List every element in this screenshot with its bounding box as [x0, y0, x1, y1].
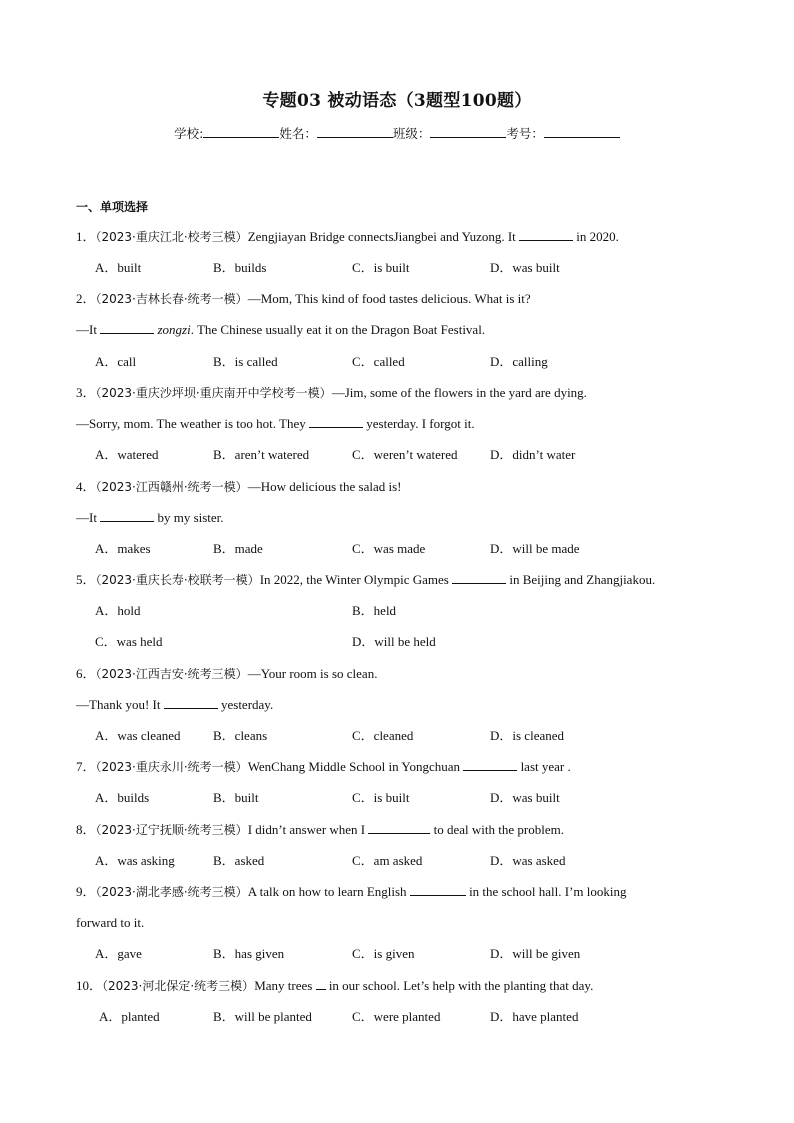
question-text: I didn’t answer when I [247, 822, 366, 837]
question-number: 4． [76, 479, 96, 494]
option-a[interactable]: A．watered [95, 447, 159, 462]
question-source: （2023·河北保定·统考三模） [102, 979, 255, 993]
question-2-options [0, 354, 794, 370]
answer-blank [164, 697, 218, 709]
option-b[interactable]: B．made [213, 541, 263, 556]
option-a[interactable]: A．builds [95, 790, 150, 805]
option-d[interactable]: D．will be held [352, 634, 436, 649]
question-number: 5． [76, 572, 96, 587]
question-text: In 2022, the Winter Olympic Games [259, 572, 449, 587]
question-8-stem [76, 822, 726, 838]
question-source: （2023·重庆沙坪坝·重庆南开中学校考一模） [95, 386, 332, 400]
question-2-line2 [76, 322, 726, 338]
question-text: —It [76, 510, 97, 525]
question-5-options-row2 [0, 634, 794, 650]
question-text: yesterday. I forgot it. [366, 416, 475, 431]
question-text: yesterday. [220, 697, 274, 712]
option-b[interactable]: B．held [352, 603, 397, 618]
option-d[interactable]: D．was asked [490, 853, 566, 868]
option-c[interactable]: C．am asked [352, 853, 423, 868]
question-text: —Your room is so clean. [247, 666, 378, 681]
italic-word: zongzi [157, 322, 191, 337]
option-c[interactable]: C．is given [352, 946, 415, 961]
question-source: （2023·江西赣州·统考一模） [95, 480, 248, 494]
answer-blank [463, 759, 517, 771]
question-6-options [0, 728, 794, 744]
option-d[interactable]: D．will be given [490, 946, 581, 961]
question-6-line2 [76, 697, 726, 713]
option-d[interactable]: D．was built [490, 790, 560, 805]
option-b[interactable]: B．cleans [213, 728, 268, 743]
question-3-stem [76, 385, 726, 401]
question-1-stem [76, 229, 726, 245]
option-a[interactable]: A．hold [95, 603, 141, 618]
question-9-line2: forward to it. [76, 915, 145, 930]
question-text: last year . [520, 759, 571, 774]
option-a[interactable]: A．was asking [95, 853, 175, 868]
option-a[interactable]: A．built [95, 260, 142, 275]
question-text: —Thank you! It [76, 697, 161, 712]
school-label: 学校: [174, 126, 204, 141]
answer-blank [410, 884, 466, 896]
question-4-stem [76, 479, 726, 495]
question-1-options [0, 260, 794, 276]
question-text: —Jim, some of the flowers in the yard are dying. [331, 385, 587, 400]
option-b[interactable]: B．has given [213, 946, 285, 961]
question-text: WenChang Middle School in Yongchuan [247, 759, 461, 774]
question-4-line2 [76, 510, 726, 526]
question-number: 1． [76, 229, 96, 244]
school-blank[interactable] [203, 125, 279, 138]
option-d[interactable]: D．is cleaned [490, 728, 565, 743]
question-source: （2023·吉林长春·统考一模） [95, 292, 248, 306]
question-8-options [0, 853, 794, 869]
class-label: 班级： [392, 126, 431, 141]
option-a[interactable]: A．gave [95, 946, 142, 961]
option-a[interactable]: A．was cleaned [95, 728, 181, 743]
question-source: （2023·重庆永川·统考一模） [95, 760, 248, 774]
question-source: （2023·江西吉安·统考三模） [95, 667, 248, 681]
question-text: by my sister. [157, 510, 224, 525]
answer-blank [316, 978, 326, 990]
question-3-options [0, 447, 794, 463]
section-title: 一、单项选择 [76, 200, 149, 214]
option-b[interactable]: B．aren’t watered [213, 447, 310, 462]
question-6-stem [76, 666, 726, 682]
question-text: . The Chinese usually eat it on the Dragon Boat Festival. [190, 322, 486, 337]
question-3-line2 [76, 416, 726, 432]
option-b[interactable]: B．asked [213, 853, 265, 868]
question-number: 3． [76, 385, 96, 400]
option-d[interactable]: D．have planted [490, 1009, 579, 1024]
option-a[interactable]: A．call [95, 354, 137, 369]
question-5-options-row1 [0, 603, 794, 619]
question-number: 6． [76, 666, 96, 681]
answer-blank [100, 510, 154, 522]
question-text: —Mom, This kind of food tastes delicious. What is it? [247, 291, 531, 306]
question-number: 2． [76, 291, 96, 306]
answer-blank [309, 416, 363, 428]
question-source: （2023·重庆江北·校考三模） [95, 230, 248, 244]
option-a[interactable]: A．planted [99, 1009, 160, 1024]
option-c[interactable]: C．was made [352, 541, 426, 556]
question-source: （2023·重庆长寿·校联考一模） [95, 573, 260, 587]
question-text: Zengjiayan Bridge connectsJiangbei and Yuzong. It [247, 229, 516, 244]
answer-blank [368, 822, 430, 834]
question-2-stem [76, 291, 726, 307]
option-c[interactable]: C．is built [352, 790, 410, 805]
option-b[interactable]: B．will be planted [213, 1009, 312, 1024]
question-text: in the school hall. I’m looking [469, 884, 627, 899]
class-blank[interactable] [430, 125, 506, 138]
question-number: 10． [76, 978, 103, 993]
question-4-options [0, 541, 794, 557]
question-number: 9． [76, 884, 96, 899]
option-c[interactable]: C．called [352, 354, 405, 369]
exam-no-blank[interactable] [544, 125, 620, 138]
question-text: to deal with the problem. [433, 822, 564, 837]
question-text: —How delicious the salad is! [247, 479, 402, 494]
question-number: 8． [76, 822, 96, 837]
question-9-stem [76, 884, 726, 900]
name-label: 姓名： [279, 126, 317, 141]
answer-blank [519, 229, 573, 241]
option-a[interactable]: A．makes [95, 541, 151, 556]
option-c[interactable]: C．were planted [352, 1009, 441, 1024]
question-text: A talk on how to learn English [247, 884, 407, 899]
option-d[interactable]: D．was built [490, 260, 560, 275]
option-d[interactable]: D．will be made [490, 541, 580, 556]
question-text: —It [76, 322, 97, 337]
option-b[interactable]: B．built [213, 790, 259, 805]
question-text: —Sorry, mom. The weather is too hot. They [76, 416, 306, 431]
question-number: 7． [76, 759, 96, 774]
option-d[interactable]: D．calling [490, 354, 548, 369]
question-text: in Beijing and Zhangjiakou. [509, 572, 656, 587]
question-text: in our school. Let’s help with the planting that day. [328, 978, 594, 993]
page-title: 专题03 被动语态（3题型100题） [262, 91, 532, 111]
question-source: （2023·辽宁抚顺·统考三模） [95, 823, 248, 837]
answer-blank [100, 322, 154, 334]
option-c[interactable]: C．is built [352, 260, 410, 275]
question-7-stem [76, 759, 726, 775]
question-7-options [0, 790, 794, 806]
option-c[interactable]: C．weren’t watered [352, 447, 458, 462]
question-text: Many trees [254, 978, 313, 993]
option-c[interactable]: C．was held [95, 634, 163, 649]
question-5-stem [76, 572, 726, 588]
student-info-line [0, 124, 794, 142]
option-d[interactable]: D．didn’t water [490, 447, 576, 462]
option-b[interactable]: B．builds [213, 260, 267, 275]
question-10-stem [76, 978, 726, 994]
name-blank[interactable] [317, 125, 393, 138]
option-c[interactable]: C．cleaned [352, 728, 414, 743]
option-b[interactable]: B．is called [213, 354, 278, 369]
question-9-options [0, 946, 794, 962]
question-10-options [0, 1009, 794, 1025]
question-text: in 2020. [576, 229, 619, 244]
question-source: （2023·湖北孝感·统考三模） [95, 885, 248, 899]
answer-blank [452, 572, 506, 584]
exam-no-label: 考号： [506, 126, 544, 141]
